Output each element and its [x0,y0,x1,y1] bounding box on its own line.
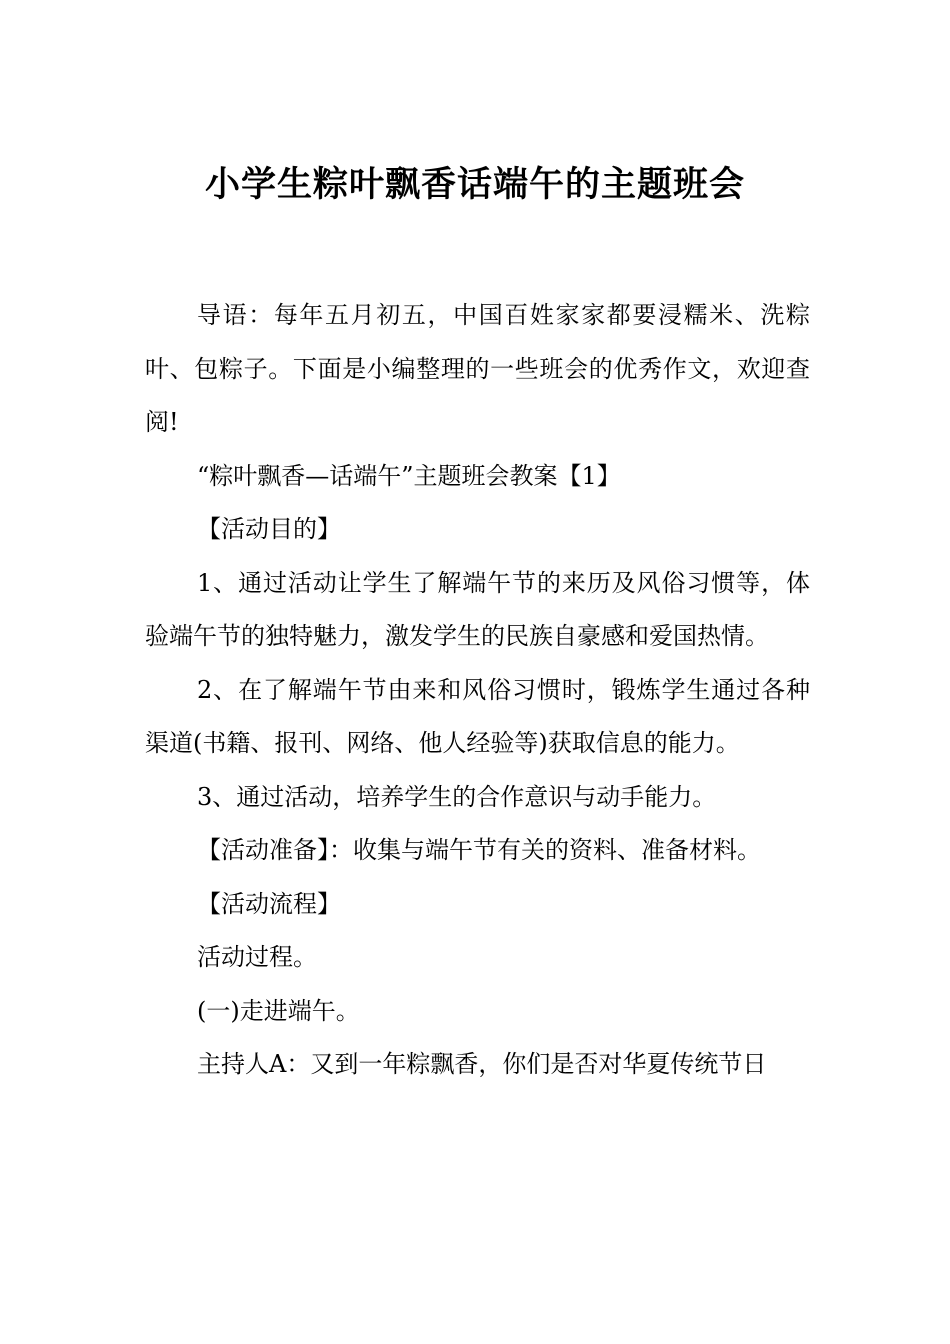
step-1-heading: (一)走进端午。 [197,996,360,1025]
document-title: 小学生粽叶飘香话端午的主题班会 [204,164,745,205]
host-a-line: 主持人A：又到一年粽飘香，你们是否对华夏传统节日 [197,1050,767,1078]
intro-paragraph: 导语：每年五月初五，中国百姓家家都要浸糯米、洗粽叶、包粽子。下面是小编整理的一些班会的优秀作文，欢迎查阅! [145,301,810,436]
section-heading-purpose: 【活动目的】 [197,515,341,543]
lesson-plan-heading: “粽叶飘香—话端午”主题班会教案【1】 [197,461,621,490]
document-body [145,289,810,1092]
section-heading-process: 【活动流程】 [197,889,341,918]
purpose-item-2: 2、在了解端午节由来和风俗习惯时，锻炼学生通过各种渠道(书籍、报刊、网络、他人经验等)获取信息的能力。 [145,675,810,757]
purpose-item-3: 3、通过活动，培养学生的合作意识与动手能力。 [197,782,717,811]
purpose-item-1: 1、通过活动让学生了解端午节的来历及风俗习惯等，体验端午节的独特魅力，激发学生的民族自豪感和爱国热情。 [145,568,810,650]
process-label: 活动过程。 [197,943,317,971]
section-preparation: 【活动准备】：收集与端午节有关的资料、准备材料。 [197,836,761,864]
